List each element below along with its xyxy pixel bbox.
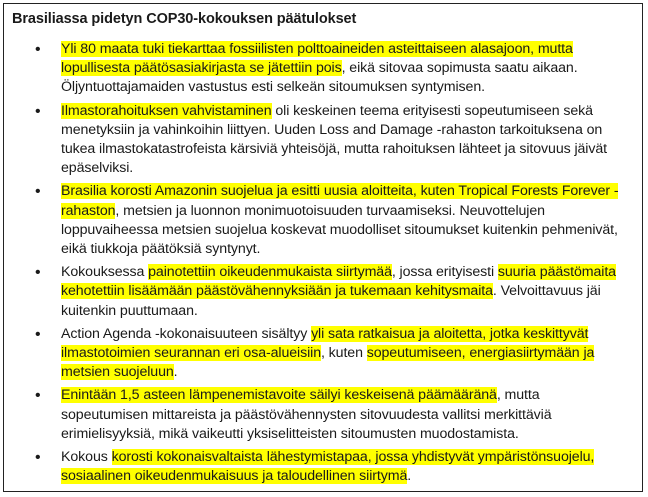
highlighted-text: Yli 80 maata tuki tiekarttaa fossiilisten polttoaineiden asteittaiseen alasajoon, mutta lopullisesta päätösasiakirjasta se jätettiin pois — [61, 41, 573, 77]
highlighted-text: yli sata ratkaisua ja aloitetta, jotka keskittyvät ilmastotoimien seurannan eri osa-alueisiin — [61, 325, 589, 362]
summary-box — [3, 3, 643, 492]
body-text: , metsien ja luonnon monimuotoisuuden turvaamiseksi. Neuvottelujen loppuvaiheessa metsien suojelua koskevat muodolliset sitoumukset kuitenkin pehmenivät, eikä tiukkoja päätöksiä syntynyt. — [61, 202, 618, 258]
body-text: Kokous — [61, 449, 112, 466]
highlighted-text: Brasilia korosti Amazonin suojelua ja esitti uusia aloitteita, kuten Tropical Forests Forever -rahaston — [61, 183, 619, 219]
body-text: , jossa erityisesti — [391, 264, 498, 281]
body-text: . Velvoittavuus jäi kuitenkin puuttumaan. — [61, 283, 601, 319]
body-text: . — [407, 468, 412, 485]
list-item — [4, 102, 624, 179]
list-item — [4, 448, 624, 486]
body-text: , kuten — [320, 345, 367, 362]
body-text: Kokouksessa — [61, 264, 149, 281]
highlighted-text: painotettiin oikeudenmukaista siirtymää — [148, 264, 392, 281]
highlighted-text: Ilmastorahoituksen vahvistaminen — [61, 102, 272, 119]
list-item — [4, 325, 624, 383]
list-item — [4, 182, 624, 259]
highlighted-text: sopeutumiseen, energiasiirtymään ja metsien suojeluun — [61, 345, 595, 381]
list-item — [4, 263, 624, 321]
body-text: Action Agenda -kokonaisuuteen sisältyy — [61, 325, 312, 342]
highlighted-text: suuria päästömaita kehotettiin lisäämään päästövähennyksiään ja tukemaan kehitysmaita — [61, 264, 616, 300]
highlighted-text: Enintään 1,5 asteen lämpenemistavoite säilyi keskeisenä päämääränä — [61, 387, 497, 404]
body-text: . — [173, 364, 178, 381]
list-item — [4, 386, 624, 444]
highlighted-text: korosti kokonaisvaltaista lähestymistapaa, jossa yhdistyvät ympäristönsuojelu, sosiaalinen oikeudenmukaisuus ja taloudellinen siirtymä — [61, 449, 595, 485]
document-title: Brasiliassa pidetyn COP30-kokouksen päätulokset — [12, 11, 357, 27]
results-list — [4, 40, 624, 490]
body-text: , mutta sopeutumisen mittareista ja päästövähennysten sitovuudesta vallitsi merkittäviä erimielisyyksiä, mikä vaikeutti yksiselitteisten sitoumusten muodostamista. — [61, 387, 552, 442]
body-text: , eikä sitovaa sopimusta saatu aikaan. Öljyntuottajamaiden vastustus esti selkeän sitoumuksen syntymisen. — [61, 60, 578, 96]
body-text: oli keskeinen teema erityisesti sopeutumiseen sekä menetyksiin ja vahinkoihin liittyen. Uuden Loss and Damage -rahaston tarkoituksena on tukea ilmastokatastrofeista kärsiviä yhteisöjä, mutta rahoituksen lähteet ja sitovuus jäivät epäselviksi. — [61, 102, 607, 177]
list-item — [4, 40, 624, 98]
